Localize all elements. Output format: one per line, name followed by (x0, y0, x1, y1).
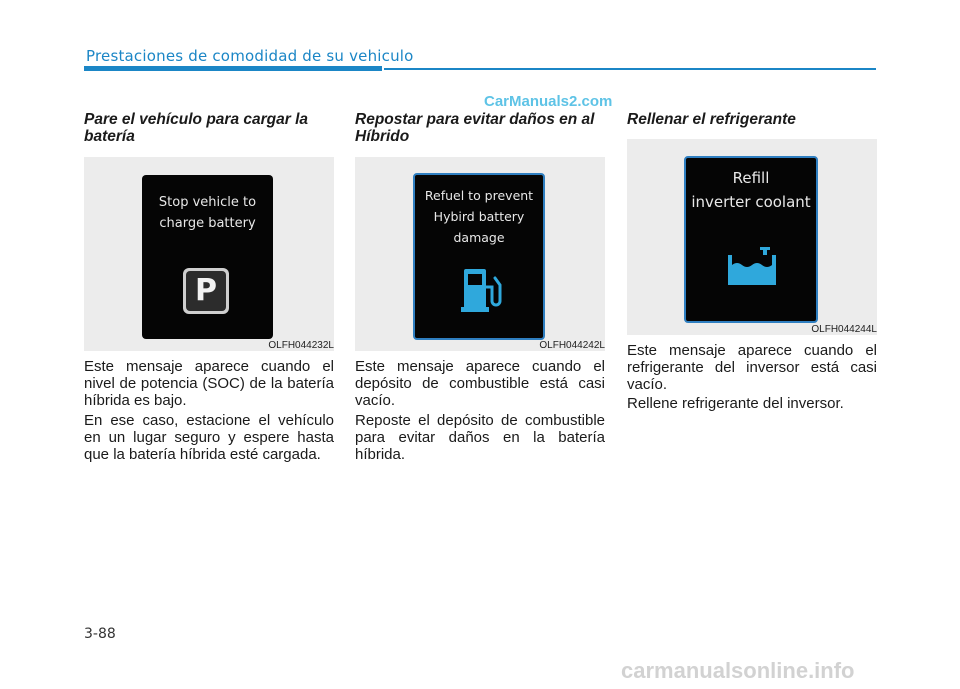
watermark-top[interactable]: CarManuals2.com (484, 93, 613, 110)
body-paragraph: En ese caso, estacione el vehículo en un lugar seguro y espere hasta que la batería híbrida esté cargada. (84, 412, 334, 463)
header-title: Prestaciones de comodidad de su vehiculo (86, 47, 414, 65)
screen-message (686, 166, 816, 214)
figure-cluster-message (84, 157, 334, 351)
screen-line: Hybird battery (433, 209, 525, 224)
body-paragraph: Reposte el depósito de combustible para evitar daños en la batería híbrida. (355, 412, 605, 463)
screen-line: charge battery (159, 216, 256, 231)
figure-code: OLFH044244L (811, 324, 877, 335)
watermark-bottom[interactable]: carmanualsonline.info (621, 658, 855, 683)
section-title: Pare el vehículo para cargar la batería (84, 111, 309, 145)
figure-cluster-message (627, 139, 877, 335)
figure-cluster-message (355, 157, 605, 351)
screen-line: damage (453, 230, 505, 245)
cluster-screen (142, 175, 273, 339)
figure-code: OLFH044232L (268, 340, 334, 351)
body-paragraph: Este mensaje aparece cuando el nivel de potencia (SOC) de la batería híbrida es bajo. (84, 358, 334, 409)
screen-message (142, 192, 273, 234)
screen-message (415, 185, 543, 248)
page-number: 3-88 (84, 626, 116, 642)
body-paragraph: Este mensaje aparece cuando el depósito de combustible está casi vacío. (355, 358, 605, 409)
screen-line: Stop vehicle to (158, 195, 257, 210)
section-title: Rellenar el refrigerante (627, 111, 796, 128)
cluster-screen (413, 173, 545, 340)
body-paragraph: Este mensaje aparece cuando el refrigerante del inversor está casi vacío. (627, 342, 877, 393)
coolant-reservoir-icon (726, 245, 778, 289)
figure-code: OLFH044242L (539, 340, 605, 351)
park-p-icon: P (183, 268, 229, 314)
fuel-pump-icon (460, 265, 510, 315)
header-rule-thick (84, 66, 382, 71)
screen-line: inverter coolant (691, 193, 811, 211)
section-title: Repostar para evitar daños en al Híbrido (355, 111, 595, 145)
body-paragraph: Rellene refrigerante del inversor. (627, 395, 844, 412)
screen-line: Refuel to prevent (424, 188, 534, 203)
cluster-screen (684, 156, 818, 323)
header-rule-thin (384, 68, 876, 70)
screen-line: Refill (732, 169, 770, 187)
